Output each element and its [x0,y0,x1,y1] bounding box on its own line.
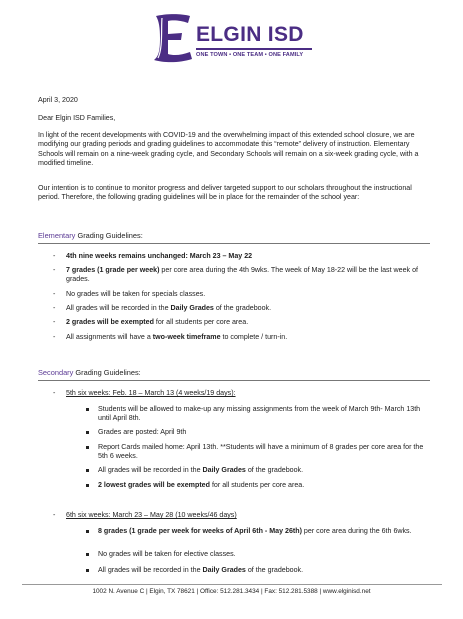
item-bold-text: Daily Grades [202,466,246,474]
dash-bullet: - [53,511,56,519]
fifth-six-weeks-item [98,405,430,424]
square-bullet [86,530,89,533]
item-text: of the gradebook. [245,566,304,574]
district-logo [150,12,320,64]
item-bold-text: Daily Grades [170,304,214,312]
elementary-heading [38,231,143,240]
elementary-guideline-item [66,318,428,327]
square-bullet [86,446,89,449]
item-text: All grades will be recorded in the [66,304,171,312]
letter-salutation: Dear Elgin ISD Families, [38,114,116,122]
elementary-guideline-item [66,290,428,299]
letter-date: April 3, 2020 [38,96,78,104]
elementary-guideline-item [66,304,428,313]
item-bold-text: 2 lowest grades will be exempted [98,481,210,489]
item-bold-text: 2 grades will be exempted [66,318,154,326]
dash-bullet: - [53,252,56,260]
sixth-six-weeks-item [98,527,430,536]
square-bullet [86,569,89,572]
item-text: for all students per core area. [153,318,249,326]
district-tagline: ONE TOWN • ONE TEAM • ONE FAMILY [196,52,304,58]
fifth-six-weeks-title [66,389,428,398]
district-name: ELGIN ISD [196,23,304,46]
item-bold-text: 7 grades (1 grade per week) [66,266,160,274]
item-bold-text: 8 grades (1 grade per week for weeks of April 6th - May 26th) [98,527,302,535]
fifth-six-weeks-item [98,443,430,462]
item-text: All grades will be recorded in the [98,566,203,574]
secondary-heading-rest: Grading Guidelines: [73,368,141,377]
item-text: of the gradebook. [213,304,272,312]
dash-bullet: - [53,389,56,397]
logo-divider [196,48,312,50]
secondary-heading [38,368,141,377]
dash-bullet: - [53,266,56,274]
intro-paragraph: In light of the recent developments with COVID-19 and the overwhelming impact of this extended school closure, we are modifying our grading periods and grading guidelines to accommodate this “remote” delivery of instruction. Elementary Schools will remain on a nine-week grading cycle, and Secondary Schools will remain on a six-week grading cycle, with a modified timeline. [38,131,419,168]
footer-address: 1002 N. Avenue C | Elgin, TX 78621 | Office: 512.281.3434 | Fax: 512.281.5388 | www.elginisd.net [92,588,371,595]
square-bullet [86,431,89,434]
elementary-guideline-item [66,266,428,285]
fifth-six-weeks-item [98,481,430,490]
item-text: Students will be allowed to make-up any missing assignments from the week of March 9th- March 13th until April 8th. [98,405,421,423]
item-bold-text: two-week timeframe [152,333,221,341]
secondary-divider [38,380,430,381]
elementary-divider [38,243,430,244]
elementary-guideline-item [66,252,428,261]
elementary-heading-accent: Elementary [38,231,76,240]
item-text: All assignments will have a [66,333,153,341]
item-text: per core area during the 6th 6wks. [301,527,412,535]
square-bullet [86,408,89,411]
intention-paragraph: Our intention is to continue to monitor progress and deliver targeted support to our scholars throughout the instructional period. Therefore, the following grading guidelines will be in place for the remainder of the school year: [38,184,412,202]
item-text: per core area during the 4th 9wks. The week of May 18-22 will be the last week of grades. [66,266,418,284]
secondary-heading-accent: Secondary [38,368,74,377]
item-text: for all students per core area. [209,481,305,489]
dash-bullet: - [53,290,56,298]
square-bullet [86,484,89,487]
item-text: Report Cards mailed home: April 13th. **Students will have a minimum of 8 grades per core area for the 5th 6 weeks. [98,443,424,461]
dash-bullet: - [53,304,56,312]
dash-bullet: - [53,333,56,341]
sixth-six-weeks-item [98,566,430,575]
item-bold-text: 4th nine weeks remains unchanged: March 23 – May 22 [66,252,253,260]
elgin-e-logo-icon [150,12,194,64]
period-title-text: 6th six weeks: March 23 – May 28 (10 weeks/46 days) [66,511,237,519]
elementary-guideline-item [66,333,428,342]
elementary-heading-rest: Grading Guidelines: [75,231,143,240]
fifth-six-weeks-item [98,428,430,437]
period-title-text: 5th six weeks: Feb. 18 – March 13 (4 weeks/19 days): [66,389,236,397]
dash-bullet: - [53,318,56,326]
item-text: No grades will be taken for elective classes. [98,550,236,558]
item-text: of the gradebook. [245,466,304,474]
square-bullet [86,469,89,472]
square-bullet [86,553,89,556]
item-text: All grades will be recorded in the [98,466,203,474]
sixth-six-weeks-title [66,511,428,520]
fifth-six-weeks-item [98,466,430,475]
footer-divider [22,584,442,585]
item-bold-text: Daily Grades [202,566,246,574]
item-text: Grades are posted: April 9th [98,428,187,436]
item-text: No grades will be taken for specials classes. [66,290,206,298]
sixth-six-weeks-item [98,550,430,559]
item-text: to complete / turn-in. [220,333,288,341]
